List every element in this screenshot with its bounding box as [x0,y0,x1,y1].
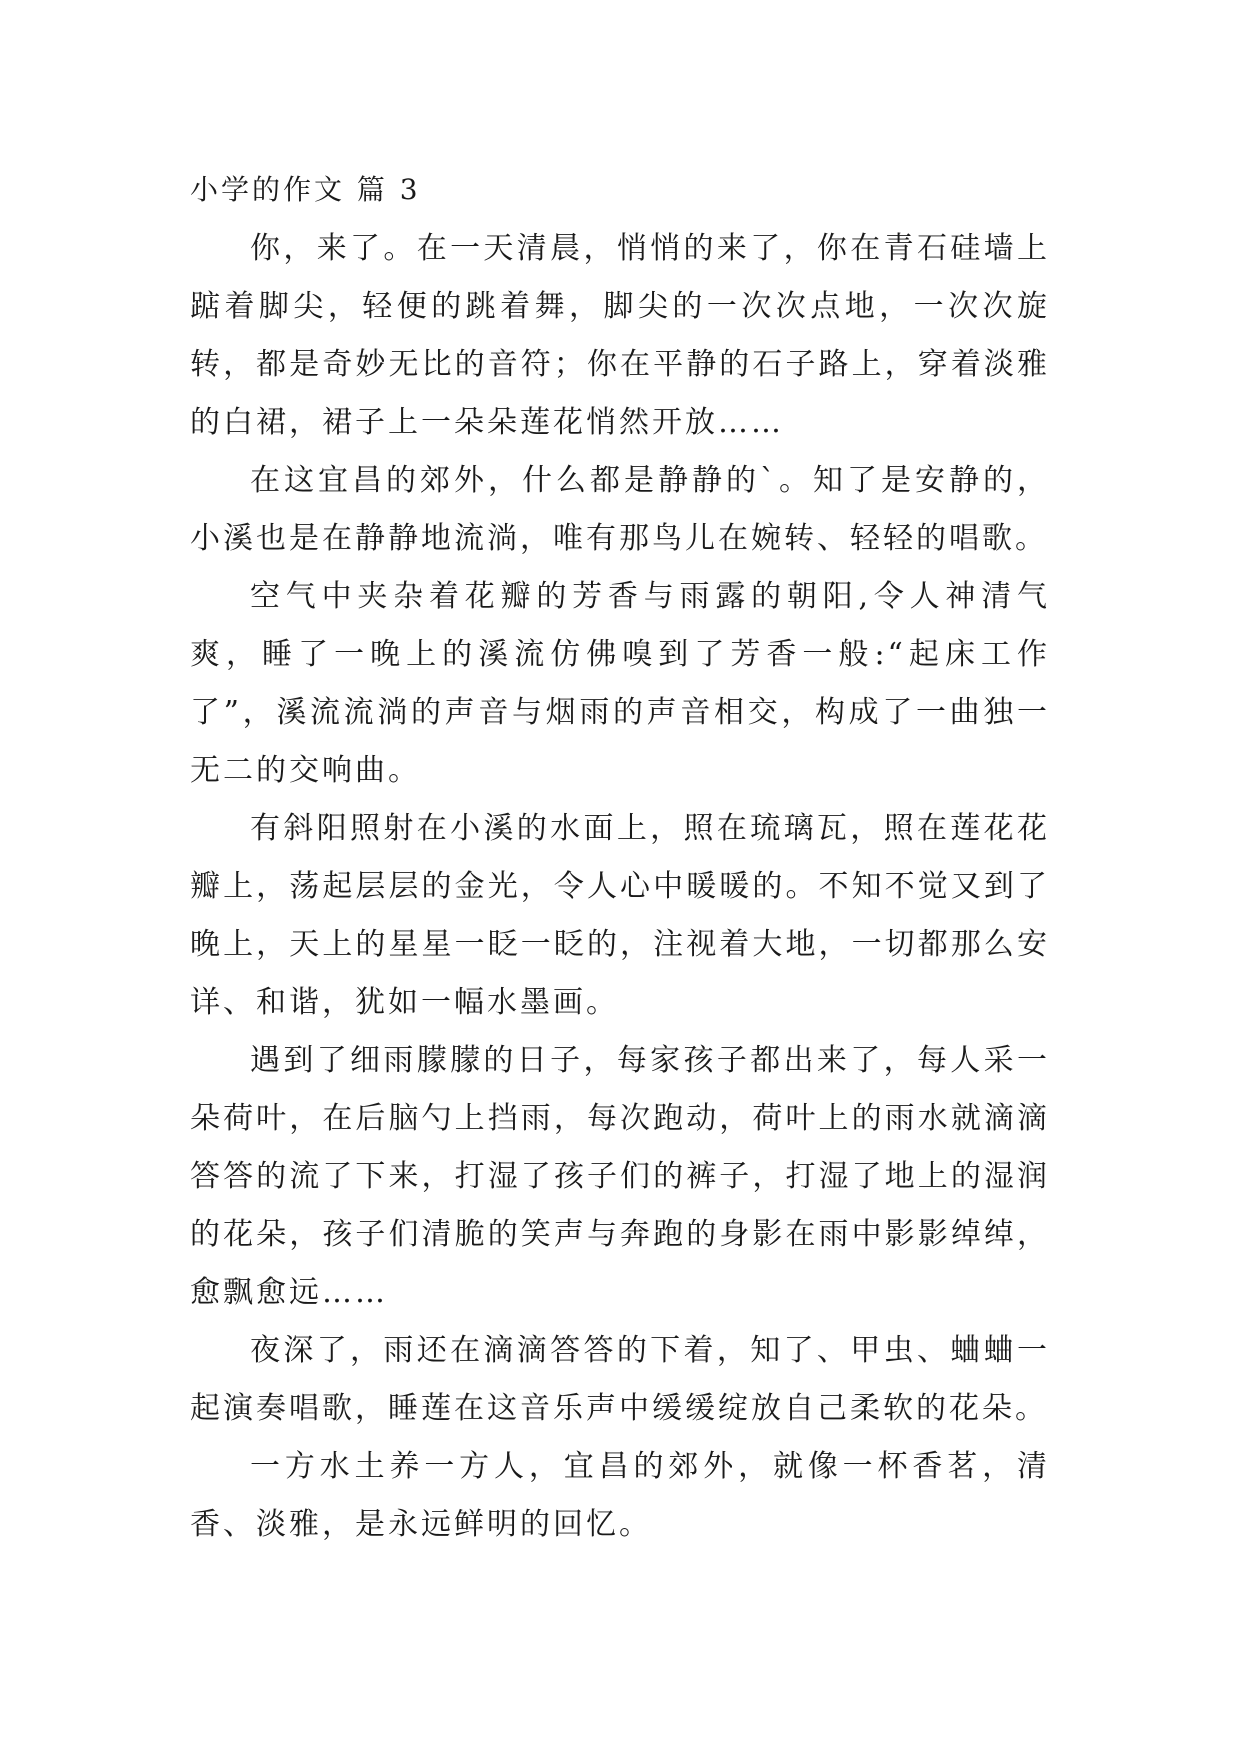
paragraph-7: 一方水土养一方人，宜昌的郊外，就像一杯香茗，清香、淡雅，是永远鲜明的回忆。 [190,1449,1050,1542]
document-body [190,160,1050,1554]
paragraph-5: 遇到了细雨朦朦的日子，每家孩子都出来了，每人采一朵荷叶，在后脑勺上挡雨，每次跑动，荷叶上的雨水就滴滴答答的流了下来，打湿了孩子们的裤子，打湿了地上的湿润的花朵，孩子们清脆的笑声与奔跑的身影在雨中影影绰绰，愈飘愈远…… [190,1043,1050,1310]
paragraph-6: 夜深了，雨还在滴滴答答的下着，知了、甲虫、蛐蛐一起演奏唱歌，睡莲在这音乐声中缓缓绽放自己柔软的花朵。 [190,1333,1050,1426]
essay-title: 小学的作文 篇 3 [190,173,421,206]
paragraph-1: 你，来了。在一天清晨，悄悄的来了，你在青石硅墙上踮着脚尖，轻便的跳着舞，脚尖的一次次点地，一次次旋转，都是奇妙无比的音符；你在平静的石子路上，穿着淡雅的白裙，裙子上一朵朵莲花悄然开放…… [190,231,1050,440]
paragraph-3: 空气中夹杂着花瓣的芳香与雨露的朝阳,令人神清气爽，睡了一晚上的溪流仿佛嗅到了芳香一般:“起床工作了”，溪流流淌的声音与烟雨的声音相交，构成了一曲独一无二的交响曲。 [190,579,1050,788]
paragraph-2: 在这宜昌的郊外，什么都是静静的`。知了是安静的，小溪也是在静静地流淌，唯有那鸟儿在婉转、轻轻的唱歌。 [190,463,1050,556]
paragraph-4: 有斜阳照射在小溪的水面上，照在琉璃瓦，照在莲花花瓣上，荡起层层的金光，令人心中暖暖的。不知不觉又到了晚上，天上的星星一眨一眨的，注视着大地，一切都那么安详、和谐，犹如一幅水墨画。 [190,811,1050,1020]
